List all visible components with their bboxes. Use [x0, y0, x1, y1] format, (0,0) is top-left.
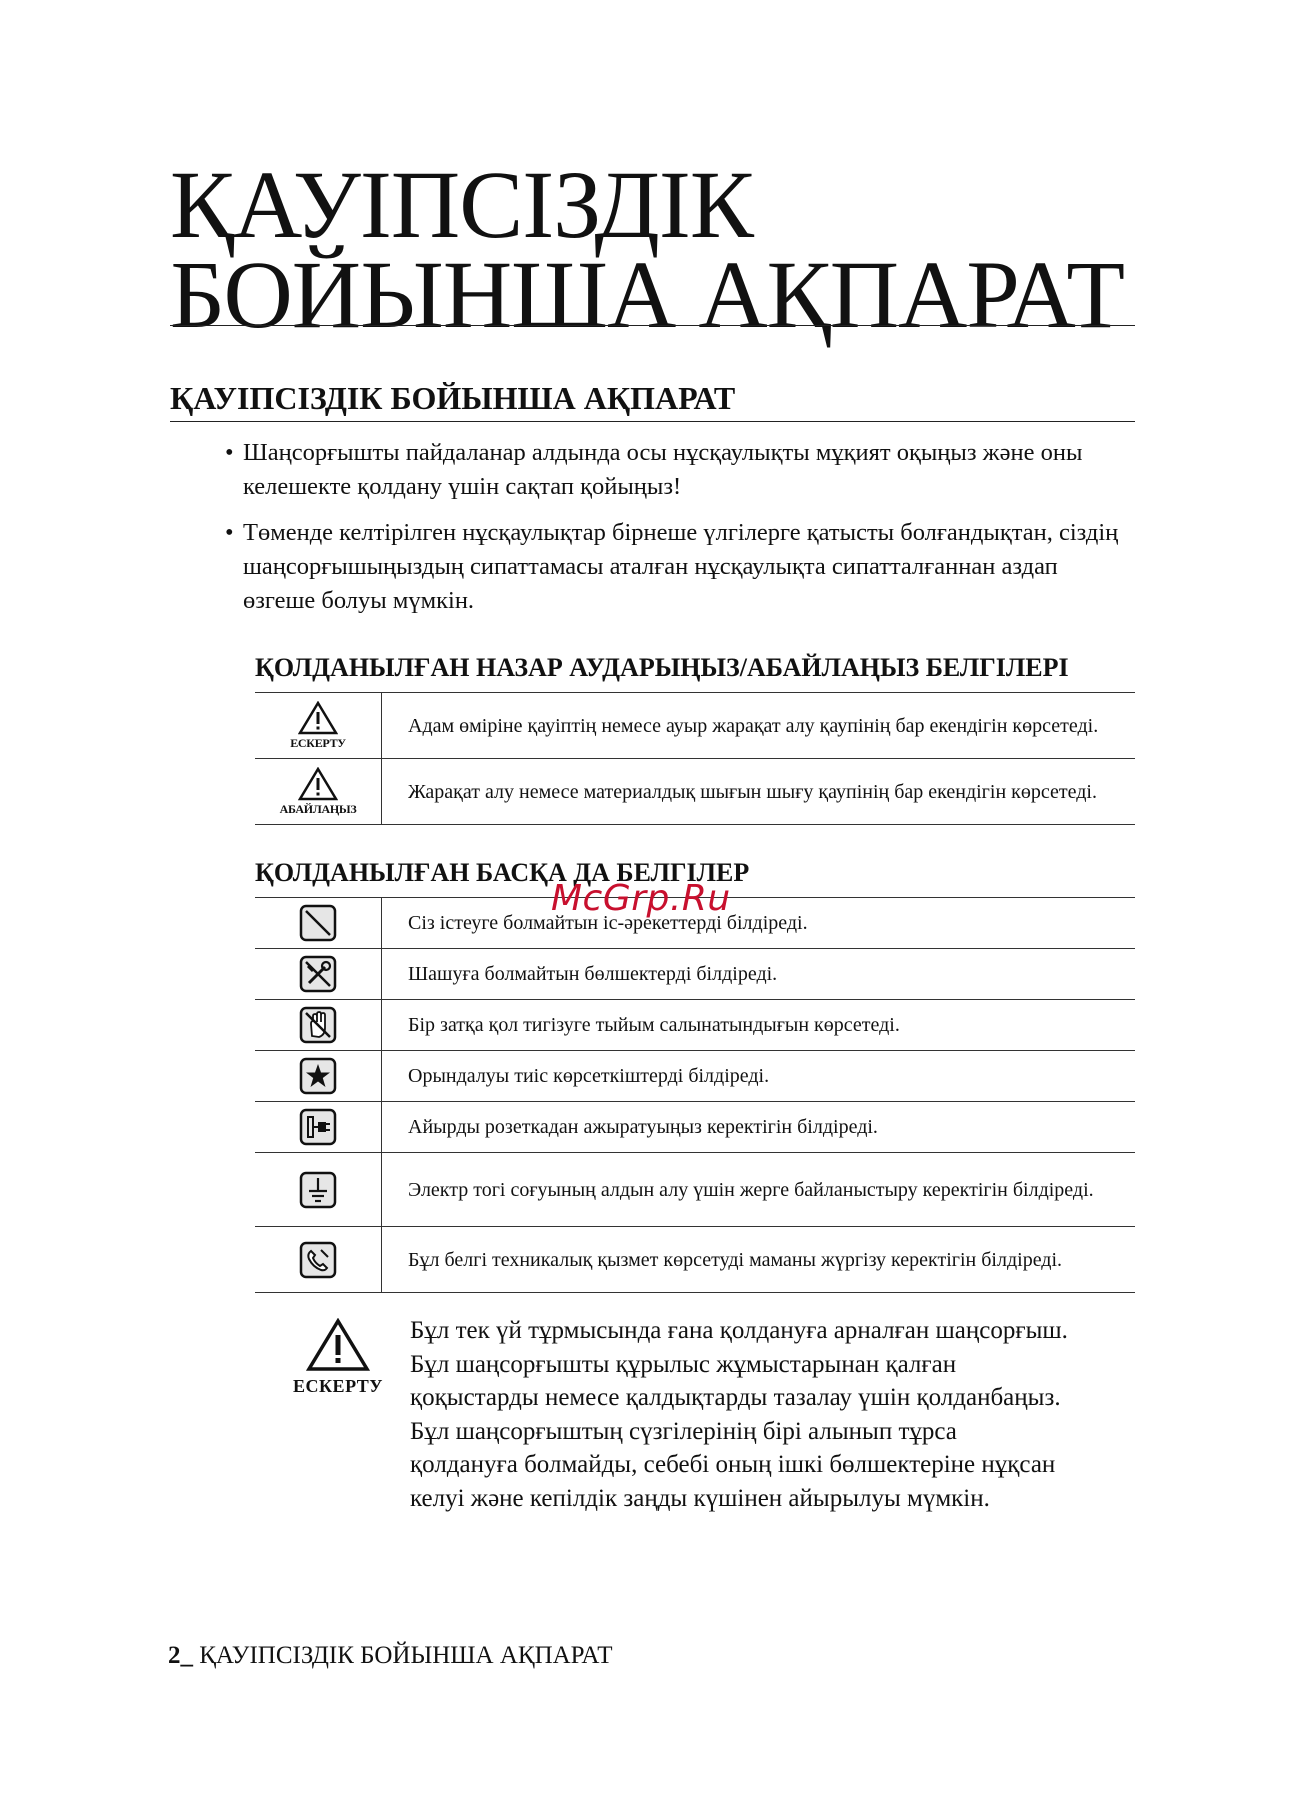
caution-icon-cell	[255, 759, 382, 825]
section-rule	[170, 421, 1135, 422]
note-text	[410, 1314, 1130, 1515]
watermark: McGrp.Ru	[551, 878, 731, 919]
sign-text: Айырды розеткадан ажыратуыңыз керектігін білдіреді.	[382, 1102, 1136, 1153]
prohibited-icon	[299, 904, 337, 942]
note-label: ЕСКЕРТУ	[293, 1376, 383, 1396]
table-row	[255, 1227, 1135, 1293]
phone-service-icon	[299, 1241, 337, 1279]
title-rule	[170, 325, 1135, 326]
sign-text: Электр тогі соғуының алдын алу үшін жерге байланыстыру керектігін білдіреді.	[382, 1153, 1136, 1227]
intro-bullets	[225, 436, 1125, 630]
other-signs-heading: ҚОЛДАНЫЛҒАН БАСҚА ДА БЕЛГІЛЕР	[255, 858, 750, 887]
table-row	[255, 1000, 1135, 1051]
sign-text: Бір затқа қол тигізуге тыйым салынатындығын көрсетеді.	[382, 1000, 1136, 1051]
no-disassembly-icon	[299, 955, 337, 993]
table-row	[255, 1051, 1135, 1102]
sign-text: Бұл белгі техникалық қызмет көрсетуді маманы жүргізу керектігін білдіреді.	[382, 1227, 1136, 1293]
warning-triangle-icon	[298, 701, 338, 735]
table-row	[255, 1102, 1135, 1153]
note-line: келуі және кепілдік заңды күшінен айырылуы мүмкін.	[410, 1484, 990, 1512]
warning-text: Адам өміріне қауіптің немесе ауыр жарақат алу қаупінің бар екендігін көрсетеді.	[382, 693, 1136, 759]
other-signs-table	[255, 897, 1135, 1293]
caution-text: Жарақат алу немесе материалдық шығын шығу қаупінің бар екендігін көрсетеді.	[382, 759, 1136, 825]
table-row	[255, 693, 1135, 759]
sign-text: Сіз істеуге болмайтын іс-әрекеттерді білдіреді.	[382, 898, 1136, 949]
section-title: ҚАУІПСІЗДІК БОЙЫНША АҚПАРАТ	[170, 380, 736, 416]
warning-label: ЕСКЕРТУ	[290, 735, 346, 750]
page-title	[170, 151, 1130, 348]
note-line: Бұл шаңсорғышты құрылыс жұмыстарынан қалған	[410, 1350, 957, 1378]
page-footer	[168, 1642, 613, 1670]
bullet-item: • Шаңсорғышты пайдаланар алдында осы нұсқаулықты мұқият оқыңыз және оны келешекте қолдану үшін сақтап қойыңыз!	[225, 436, 1125, 504]
ground-icon	[299, 1171, 337, 1209]
caution-label: АБАЙЛАҢЫЗ	[279, 801, 357, 816]
page-title-line-2: БОЙЫНША АҚПАРАТ	[170, 241, 1124, 348]
note-warning-badge	[288, 1318, 388, 1397]
note-line: қоқыстарды немесе қалдықтарды тазалау үшін қолданбаңыз.	[410, 1384, 1061, 1411]
warning-signs-table	[255, 692, 1135, 825]
no-touch-icon	[299, 1006, 337, 1044]
table-row	[255, 1153, 1135, 1227]
page-title-line-1: ҚАУІПСІЗДІК	[170, 151, 753, 258]
star-icon	[299, 1057, 337, 1095]
page-number: 2_	[168, 1642, 193, 1669]
sign-text: Шашуға болмайтын бөлшектерді білдіреді.	[382, 949, 1136, 1000]
table-row	[255, 759, 1135, 825]
sign-text: Орындалуы тиіс көрсеткіштерді білдіреді.	[382, 1051, 1136, 1102]
note-line: Бұл шаңсорғыштың сүзгілерінің бірі алынып тұрса	[410, 1417, 957, 1445]
warning-signs-heading: ҚОЛДАНЫЛҒАН НАЗАР АУДАРЫҢЫЗ/АБАЙЛАҢЫЗ БЕЛГІЛЕРІ	[255, 653, 1069, 682]
note-line: қолдануға болмайды, себебі оның ішкі бөлшектеріне нұқсан	[410, 1451, 1056, 1478]
table-row	[255, 949, 1135, 1000]
note-line: Бұл тек үй тұрмысында ғана қолдануға арналған шаңсорғыш.	[410, 1317, 1068, 1344]
warning-triangle-icon	[306, 1318, 370, 1372]
unplug-icon	[299, 1108, 337, 1146]
caution-triangle-icon	[298, 767, 338, 801]
bullet-item: • Төменде келтірілген нұсқаулықтар бірнеше үлгілерге қатысты болғандықтан, сіздің шаңсорғышыңыздың сипаттамасы аталған нұсқаулықта сипатталғаннан аздап өзгеше болуы мүмкін.	[225, 516, 1125, 618]
footer-text: ҚАУІПСІЗДІК БОЙЫНША АҚПАРАТ	[199, 1642, 613, 1669]
warning-icon-cell	[255, 693, 382, 759]
